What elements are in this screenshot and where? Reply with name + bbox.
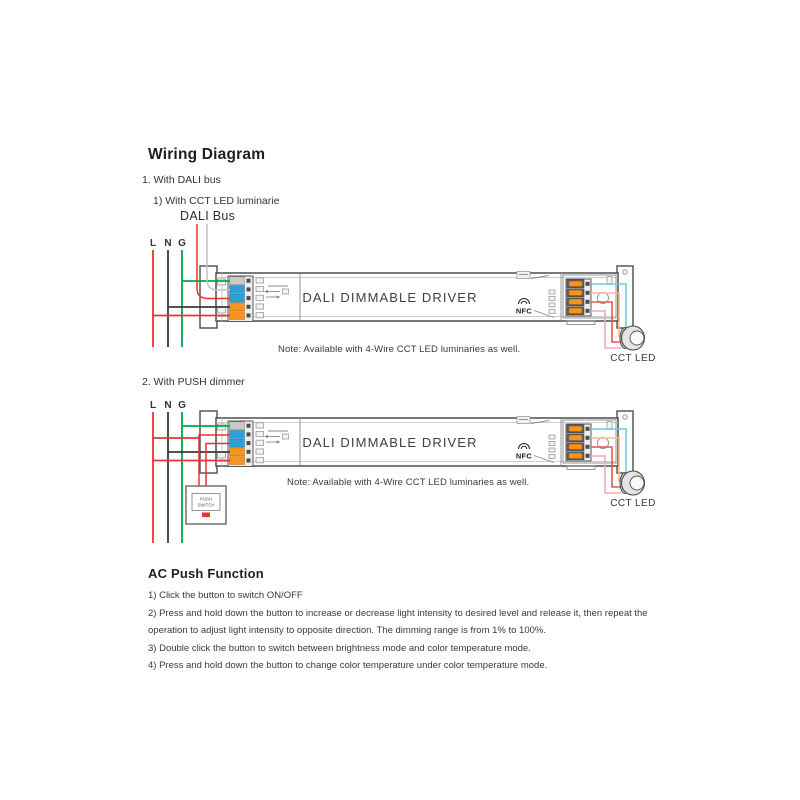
driver-2 bbox=[200, 411, 633, 473]
diagram-push-dimmer bbox=[150, 400, 656, 543]
push-switch-indicator bbox=[202, 513, 210, 518]
driver-1 bbox=[200, 266, 633, 328]
push-instruction-1: 1) Click the button to switch ON/OFF bbox=[148, 590, 303, 601]
wire-label-ground: G bbox=[178, 238, 186, 249]
push-instruction-2-line1: 2) Press and hold down the button to increase or decrease light intensity to desired level and release it, then repeat the bbox=[148, 607, 648, 619]
push-switch bbox=[186, 486, 226, 524]
note-dali: Note: Available with 4-Wire CCT LED luminaries as well. bbox=[278, 344, 521, 355]
wire-label-live: L bbox=[149, 400, 157, 411]
push-instruction-3: 3) Double click the button to switch between brightness mode and color temperature mode. bbox=[148, 642, 531, 654]
diagram-dali-bus bbox=[150, 224, 656, 364]
section-push-heading: 2. With PUSH dimmer bbox=[142, 376, 245, 388]
push-switch-label-line1: PUSH bbox=[200, 496, 212, 502]
push-switch-label-line2: SWITCH bbox=[197, 502, 215, 508]
section-dali-subheading: 1) With CCT LED luminarie bbox=[153, 195, 280, 207]
dali-bus-label: DALI Bus bbox=[180, 209, 236, 223]
push-instruction-2-line2: operation to adjust light intensity to opposite direction. The dimming range is from 1% to 100%. bbox=[148, 625, 546, 636]
section-dali-heading: 1. With DALI bus bbox=[142, 174, 221, 186]
page-title: Wiring Diagram bbox=[148, 146, 266, 163]
wire-label-neutral: N bbox=[164, 238, 172, 249]
ac-push-function-heading: AC Push Function bbox=[148, 566, 264, 581]
wire-label-neutral: N bbox=[164, 400, 172, 411]
wire-label-ground: G bbox=[178, 400, 186, 411]
push-instruction-4: 4) Press and hold down the button to change color temperature under color temperature mode. bbox=[148, 660, 548, 671]
note-push: Note: Available with 4-Wire CCT LED luminaries as well. bbox=[287, 477, 530, 488]
wire-label-live: L bbox=[149, 238, 157, 249]
